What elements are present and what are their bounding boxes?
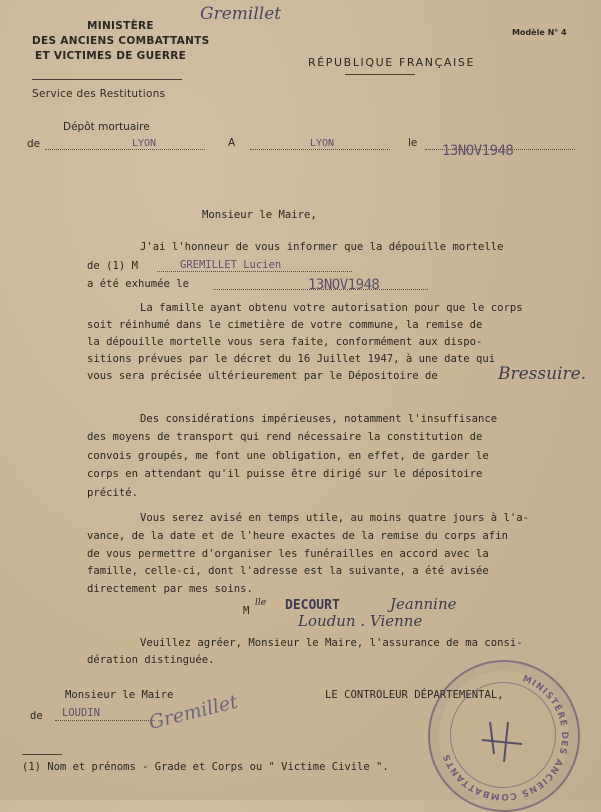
- salutation: Monsieur le Maire,: [202, 209, 317, 221]
- header-rule: [32, 79, 182, 80]
- p3-line-3: convois groupés, me font une obligation, en effet, de garder le: [87, 450, 489, 462]
- addressee-city: LOUDIN: [62, 707, 100, 719]
- p2-line-3: la dépouille mortelle vous sera faite, conformément aux dispo-: [87, 336, 483, 348]
- deceased-name: GREMILLET Lucien: [180, 259, 282, 271]
- service-label: Service des Restitutions: [32, 88, 166, 100]
- p3-line-5: précité.: [87, 487, 139, 499]
- exhumed-date-stamp: 13NOV1948: [308, 277, 380, 293]
- seal-text-ring: [430, 662, 578, 810]
- footnote-rule: [22, 754, 62, 755]
- p4-line-2: vance, de la date et de l'heure exactes de la remise du corps afin: [87, 530, 508, 542]
- addressee-de: de: [30, 710, 43, 722]
- handwritten-name-bottom: Gremillet: [146, 690, 240, 734]
- closing-line-1: Veuillez agréer, Monsieur le Maire, l'assurance de ma consi-: [140, 637, 523, 649]
- depot-a-dotline: [250, 149, 390, 150]
- exhumed-label: a été exhumée le: [87, 278, 190, 290]
- family-prefix: M: [243, 605, 250, 617]
- controleur-title: LE CONTROLEUR DÉPARTEMENTAL,: [325, 689, 504, 701]
- ministry-seal-stamp: [428, 660, 580, 812]
- closing-line-2: dération distinguée.: [87, 654, 215, 666]
- p1-line-1: J'ai l'honneur de vous informer que la dépouille mortelle: [140, 241, 504, 253]
- seal-signature-strokes: [482, 722, 522, 762]
- modele-number: Modèle N° 4: [512, 28, 567, 37]
- p4-line-3: de vous permettre d'organiser les funérailles en accord avec la: [87, 548, 489, 560]
- p3-line-1: Des considérations impérieuses, notamment l'insuffisance: [140, 413, 498, 425]
- ministry-line-1: MINISTÈRE: [87, 20, 154, 32]
- republique-underline: [345, 74, 415, 75]
- depot-date-stamp: 13NOV1948: [442, 143, 514, 159]
- depot-de-label: de: [27, 138, 41, 150]
- depot-le-label: le: [408, 137, 418, 149]
- handwritten-name-top: Gremillet: [200, 4, 282, 24]
- depot-de-value: LYON: [132, 138, 157, 149]
- deceased-dotline: [157, 271, 352, 272]
- footnote-text: (1) Nom et prénoms - Grade et Corps ou " Victime Civile ".: [22, 761, 389, 773]
- addressee-label: Monsieur le Maire: [65, 689, 174, 701]
- depot-a-label: A: [228, 137, 236, 149]
- depot-a-value: LYON: [310, 138, 335, 149]
- depot-de-dotline: [45, 149, 205, 150]
- republique-title: RÉPUBLIQUE FRANÇAISE: [308, 56, 476, 69]
- family-address-handwritten: Loudun . Vienne: [298, 612, 423, 630]
- seal-text: MINISTÈRE DES ANCIENS COMBATTANTS: [441, 674, 570, 802]
- p2-line-2: soit réinhumé dans le cimetière de votre commune, la remise de: [87, 319, 483, 331]
- depot-label: Dépôt mortuaire: [63, 121, 150, 133]
- family-name: DECOURT: [285, 598, 340, 613]
- p3-line-2: des moyens de transport qui rend nécessaire la constitution de: [87, 431, 483, 443]
- p4-line-5: directement par mes soins.: [87, 583, 253, 595]
- p2-line-4: sitions prévues par le décret du 16 Juillet 1947, à une date qui: [87, 353, 496, 365]
- p4-line-4: famille, celle-ci, dont l'adresse est la suivante, a été avisée: [87, 565, 489, 577]
- p4-line-1: Vous serez avisé en temps utile, au moins quatre jours à l'a-: [140, 512, 530, 524]
- ministry-line-3: ET VICTIMES DE GUERRE: [35, 50, 187, 62]
- addressee-dotline: [55, 720, 155, 721]
- family-title: lle: [255, 598, 267, 608]
- family-firstname-handwritten: Jeannine: [390, 595, 457, 613]
- ministry-line-2: DES ANCIENS COMBATTANTS: [32, 35, 210, 47]
- p1-de-label: de (1) M: [87, 260, 139, 272]
- p3-line-4: corps en attendant qu'il puisse être dirigé sur le dépositoire: [87, 468, 483, 480]
- p2-line-5: vous sera précisée ultérieurement par le Dépositoire de: [87, 370, 438, 382]
- depositoire-handwritten: Bressuire.: [498, 364, 587, 384]
- p2-line-1: La famille ayant obtenu votre autorisation pour que le corps: [140, 302, 523, 314]
